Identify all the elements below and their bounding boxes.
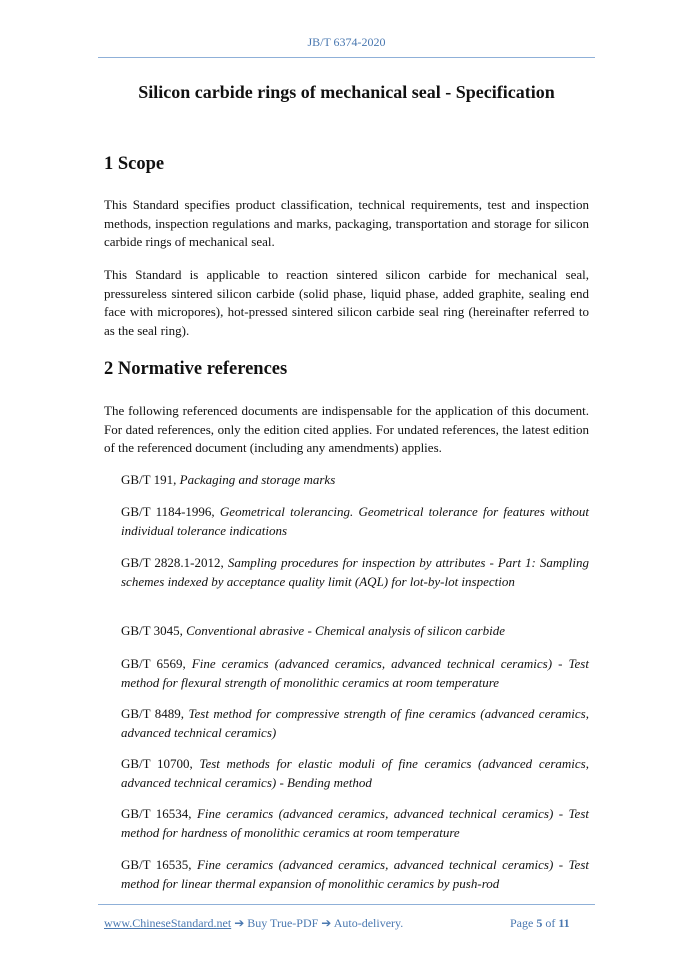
reference-item (121, 622, 589, 641)
reference-item (121, 705, 589, 742)
section-2-heading: 2 Normative references (104, 359, 288, 379)
reference-item (121, 655, 589, 692)
header-standard-code: JB/T 6374-2020 (307, 35, 386, 49)
current-page-number: 5 (536, 916, 543, 930)
scope-paragraph-1: This Standard specifies product classification, technical requirements, test and inspection methods, inspection regulations and marks, packaging, transportation and storage for silicon carbide rings of mechanical seal. (104, 197, 589, 249)
reference-code: GB/T 3045, (121, 623, 187, 638)
reference-title: Conventional abrasive - Chemical analysis of silicon carbide (186, 623, 505, 638)
buy-pdf-link[interactable]: Buy True-PDF (247, 916, 319, 930)
reference-code: GB/T 8489, (121, 706, 189, 721)
reference-title: Test methods for elastic moduli of fine ceramics (advanced ceramics, advanced technical ceramics) - Bending method (121, 756, 589, 790)
total-pages-number: 11 (558, 916, 570, 930)
arrow-icon: ➔ (318, 916, 334, 930)
page-indicator (510, 916, 570, 931)
page-label: Page (510, 916, 537, 930)
section-1-heading: 1 Scope (104, 154, 165, 174)
reference-item (121, 856, 589, 893)
reference-code: GB/T 2828.1-2012, (121, 555, 228, 570)
reference-item (121, 805, 589, 842)
scope-paragraph-2: This Standard is applicable to reaction sintered silicon carbide for mechanical seal, pressureless sintered silicon carbide (solid phase, liquid phase, added graphite, sealing end face with micropores), hot-pressed sintered silicon carbide seal ring (hereinafter referred to as the seal ring). (104, 267, 589, 338)
references-intro: The following referenced documents are indispensable for the application of this document. For dated references, only the edition cited applies. For undated references, the latest edition of the referenced document (including any amendments) applies. (104, 403, 589, 455)
arrow-icon: ➔ (231, 916, 248, 930)
reference-code: GB/T 10700, (121, 756, 200, 771)
reference-title: Geometrical tolerancing. Geometrical tolerance for features without individual tolerance indications (121, 504, 589, 538)
reference-item (121, 503, 589, 540)
reference-item (121, 554, 589, 591)
reference-code: GB/T 16534, (121, 806, 197, 821)
reference-code: GB/T 191, (121, 472, 180, 487)
reference-title: Sampling procedures for inspection by attributes - Part 1: Sampling schemes indexed by acceptance quality limit (AQL) for lot-by-lot inspection (121, 555, 589, 589)
reference-code: GB/T 6569, (121, 656, 192, 671)
site-link[interactable]: www.ChineseStandard.net (104, 916, 232, 930)
header-divider (98, 57, 595, 58)
footer-links (104, 916, 403, 931)
reference-title: Fine ceramics (advanced ceramics, advanced technical ceramics) - Test method for linear thermal expansion of monolithic ceramics by push-rod (121, 857, 589, 891)
reference-item (121, 471, 589, 490)
reference-title: Packaging and storage marks (179, 472, 336, 487)
auto-delivery-text: Auto-delivery. (333, 916, 404, 930)
reference-title: Test method for compressive strength of fine ceramics (advanced ceramics, advanced technical ceramics) (121, 706, 589, 740)
document-title: Silicon carbide rings of mechanical seal - Specification (138, 82, 555, 102)
reference-item (121, 755, 589, 792)
of-label: of (542, 916, 559, 930)
reference-code: GB/T 1184-1996, (121, 504, 220, 519)
reference-code: GB/T 16535, (121, 857, 197, 872)
reference-title: Fine ceramics (advanced ceramics, advanced technical ceramics) - Test method for flexural strength of monolithic ceramics at room temperature (121, 656, 589, 690)
reference-title: Fine ceramics (advanced ceramics, advanced technical ceramics) - Test method for hardness of monolithic ceramics at room temperature (121, 806, 589, 840)
footer-divider (98, 904, 595, 905)
